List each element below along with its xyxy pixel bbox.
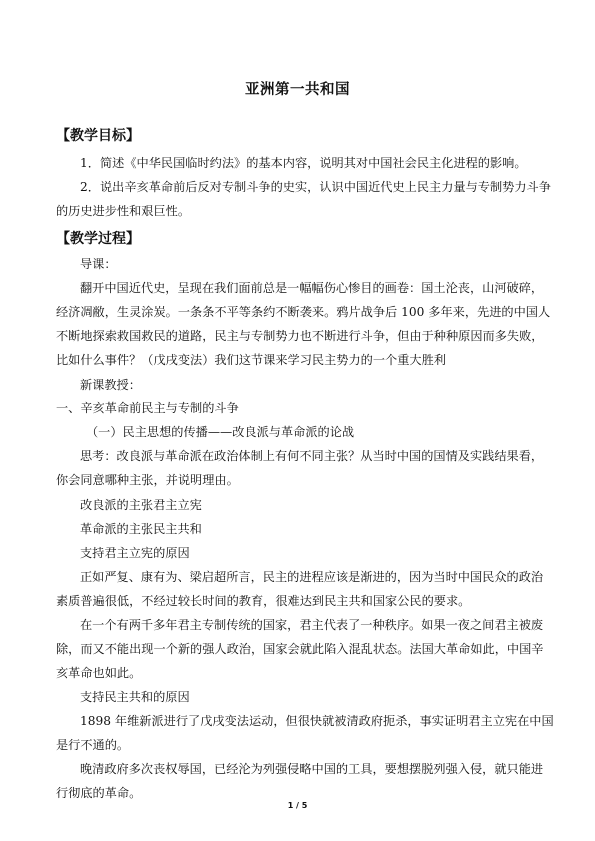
process-heading: 【教学过程】 bbox=[56, 231, 140, 247]
text-line: 比如什么事件？（戊戌变法）我们这节课来学习民主势力的一个重大胜利 bbox=[56, 353, 446, 367]
text-line: 改良派的主张君主立宪 bbox=[80, 498, 202, 512]
text-line: 新课教授： bbox=[80, 378, 141, 392]
text-line: 晚清政府多次丧权辱国，已经沦为列强侵略中国的工具，要想摆脱列强入侵，就只能进 bbox=[80, 762, 544, 776]
text-line: 革命派的主张民主共和 bbox=[80, 522, 202, 536]
text-line: 是行不通的。 bbox=[56, 738, 130, 752]
text-line: 1898 年维新派进行了戊戌变法运动，但很快就被清政府扼杀，事实证明君主立宪在中国 bbox=[80, 714, 554, 728]
text-line: 亥革命也如此。 bbox=[56, 666, 142, 680]
text-line: 导课： bbox=[80, 257, 117, 271]
text-line: 的历史进步性和艰巨性。 bbox=[56, 204, 191, 218]
text-line: 在一个有两千多年君主专制传统的国家，君主代表了一种秩序。如果一夜之间君主被废 bbox=[80, 618, 544, 632]
subsection-heading-line: （一）民主思想的传播——改良派与革命派的论战 bbox=[86, 425, 355, 439]
section-heading-line: 一、辛亥革命前民主与专制的斗争 bbox=[56, 401, 239, 415]
text-line: 行彻底的革命。 bbox=[56, 786, 142, 800]
text-line: 支持民主共和的原因 bbox=[80, 690, 190, 704]
text-line: 正如严复、康有为、梁启超所言，民主的进程应该是渐进的，因为当时中国民众的政治 bbox=[80, 570, 544, 584]
text-line: 1．简述《中华民国临时约法》的基本内容，说明其对中国社会民主化进程的影响。 bbox=[80, 156, 527, 170]
objectives-heading: 【教学目标】 bbox=[56, 128, 140, 144]
text-line: 不断地探索救国救民的道路，民主与专制势力也不断进行斗争，但由于种种原因而多失败， bbox=[56, 329, 544, 343]
text-line: 除，而又不能出现一个新的强人政治，国家会就此陷入混乱状态。法国大革命如此，中国辛 bbox=[56, 642, 544, 656]
page-title: 亚洲第一共和国 bbox=[245, 81, 350, 98]
page-number: 1 / 5 bbox=[287, 801, 308, 810]
text-line: 2．说出辛亥革命前后反对专制斗争的史实，认识中国近代史上民主力量与专制势力斗争 bbox=[80, 180, 551, 194]
text-line: 支持君主立宪的原因 bbox=[80, 546, 190, 560]
text-line: 翻开中国近代史，呈现在我们面前总是一幅幅伤心惨目的画卷：国土沦丧，山河破碎， bbox=[80, 281, 544, 295]
text-line: 思考：改良派与革命派在政治体制上有何不同主张？从当时中国的国情及实践结果看， bbox=[80, 449, 544, 463]
text-line: 经济凋敝，生灵涂炭。一条条不平等条约不断袭来。鸦片战争后 100 多年来，先进的中国人 bbox=[56, 305, 551, 319]
text-line: 素质普遍很低，不经过较长时间的教育，很难达到民主共和国家公民的要求。 bbox=[56, 594, 471, 608]
text-line: 你会同意哪种主张，并说明理由。 bbox=[56, 473, 239, 487]
